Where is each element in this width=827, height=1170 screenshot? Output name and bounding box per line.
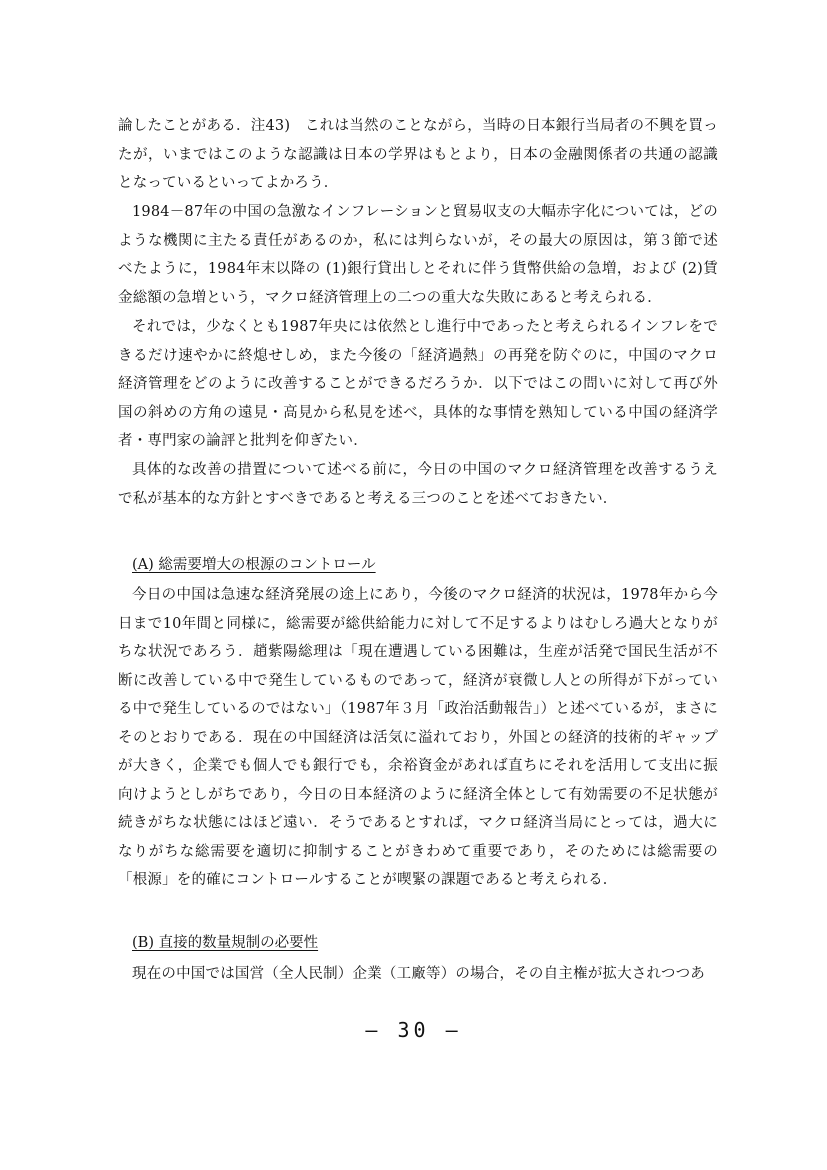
page-number: ― 30 ― — [365, 1018, 462, 1042]
section-a-body: 今日の中国は急速な経済発展の途上にあり，今後のマクロ経済的状況は，1978年から今日まで10年間と同様に，総需要が総供給能力に対して不足するよりはむしろ過大となりがちな状況であろう．趙紫陽総理は「現在遭遇している困難は，生産が活発で国民生活が不断に改善している中で発生しているものであって，経済が衰微し人との所得が下がっている中で発生しているのではない」（1987年３月「政治活動報告」）と述べているが，まさにそのとおりである．現在の中国経済は活気に溢れており，外国との経済的技術的ギャップが大きく，企業でも個人でも銀行でも，余裕資金があれば直ちにそれを活用して支出に振向けようとしがちであり，今日の日本経済のように経済全体として有効需要の不足状態が続きがちな状態にはほど遠い．そうであるとすれば，マクロ経済当局にとっては，過大になりがちな総需要を適切に抑制することがきわめて重要であり，そのためには総需要の「根源」を的確にコントロールすることが喫緊の課題であると考えられる． — [118, 587, 718, 888]
paragraph-1: 論したことがある．注43) これは当然のことながら，当時の日本銀行当局者の不興を買ったが，いまではこのような認識は日本の学界はもとより，日本の金融関係者の共通の認識となっているといってよかろう． — [118, 118, 718, 191]
paragraph-4: 具体的な改善の措置について述べる前に，今日の中国のマクロ経済管理を改善するうえで私が基本的な方針とすべきであると考える三つのことを述べておきたい． — [118, 462, 718, 507]
section-a-heading: (A) 総需要増大の根源のコントロール — [132, 557, 376, 573]
paragraph-3: それでは，少なくとも1987年央には依然とし進行中であったと考えられるインフレをできるだけ速やかに終熄せしめ，また今後の「経済過熱」の再発を防ぐのに，中国のマクロ経済管理をどのように改善することができるだろうか．以下ではこの問いに対して再び外国の斜めの方角の遠見・高見から私見を述べ，具体的な事情を熟知している中国の経済学者・専門家の論評と批判を仰ぎたい． — [118, 319, 718, 449]
section-b-body: 現在の中国では国営（全人民制）企業（工廠等）の場合，その自主権が拡大されつつあ — [132, 966, 706, 982]
paragraph-2: 1984－87年の中国の急激なインフレーションと貿易収支の大幅赤字化については，どのような機関に主たる責任があるのか，私には判らないが，その最大の原因は，第３節で述べたように，1984年末以降の (1)銀行貸出しとそれに伴う貨幣供給の急増，および (2)賃金総額の急増という，マクロ経済管理上の二つの重大な失敗にあると考えられる． — [118, 204, 718, 306]
section-b-heading: (B) 直接的数量規制の必要性 — [132, 935, 319, 951]
